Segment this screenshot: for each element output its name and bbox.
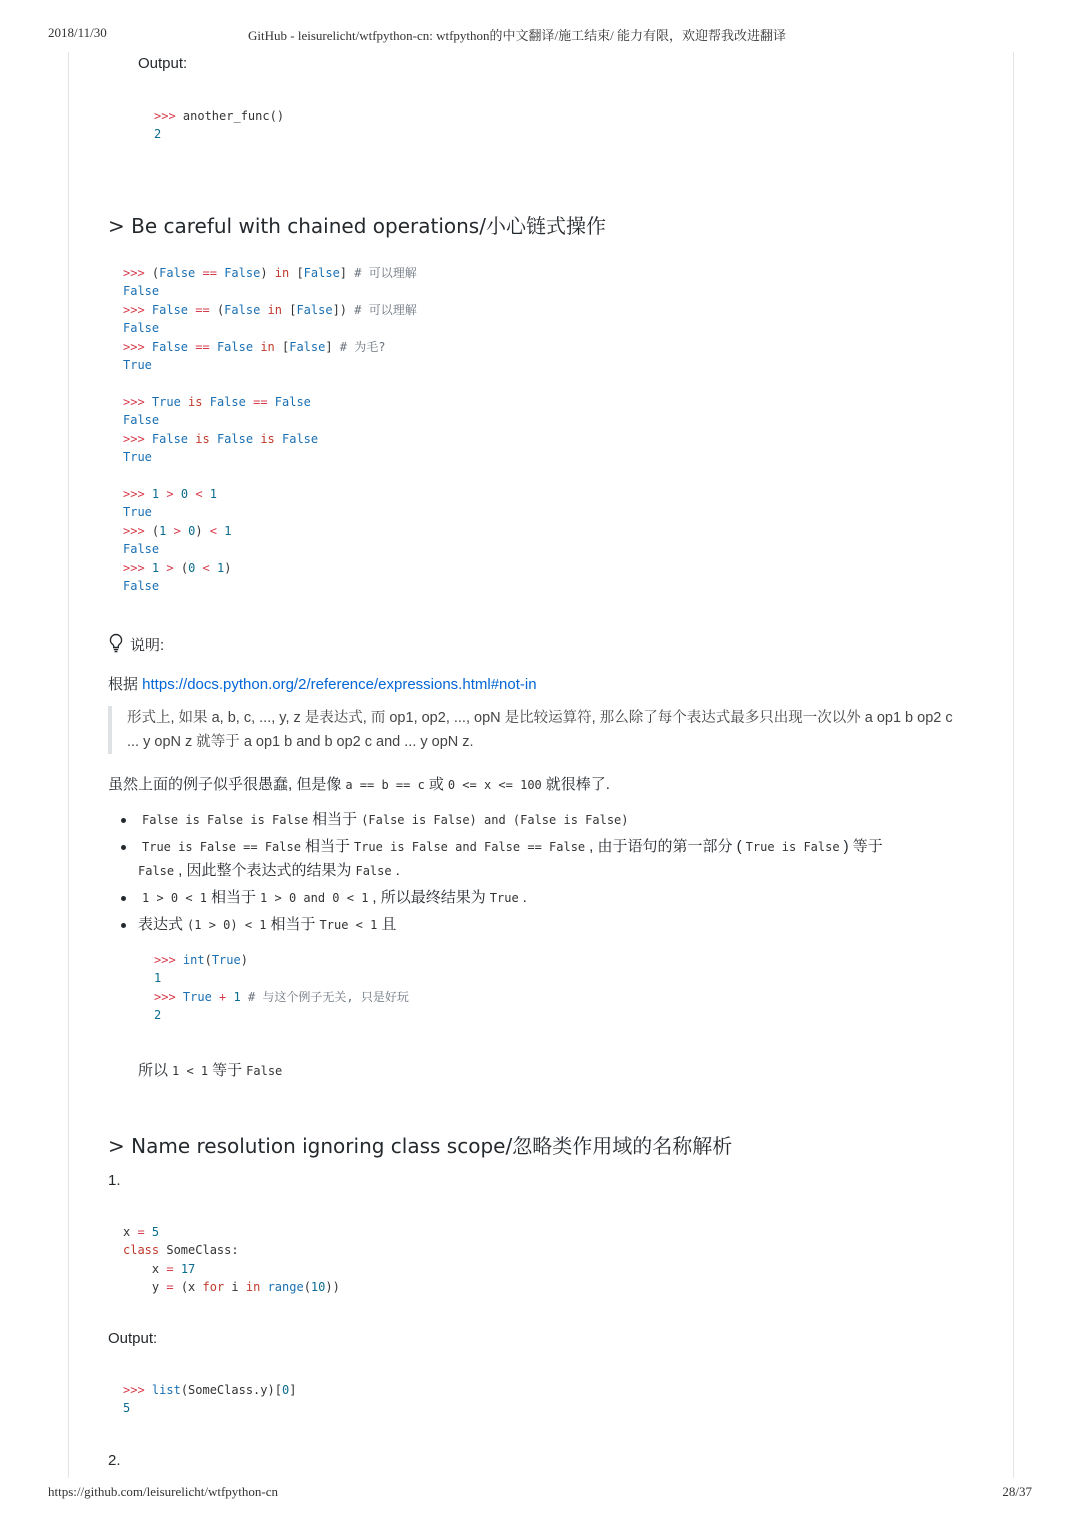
print-url: https://github.com/leisurelicht/wtfpython-cn <box>48 1484 278 1499</box>
code-block-int-true: >>> int(True) 1 >>> True + 1 # 与这个例子无关, 只是好玩 2 <box>154 953 409 1023</box>
list-item: False is False is False 相当于 (False is False) and (False is False) <box>108 808 948 832</box>
lightbulb-icon <box>108 633 124 653</box>
inline-code: a == b == c <box>345 778 425 792</box>
note-line: 虽然上面的例子似乎很愚蠢, 但是像 a == b == c 或 0 <= x <= 100 就很棒了. <box>108 776 610 793</box>
explanation-label: 说明: <box>130 637 165 654</box>
code-block-output-top: >>> another_func() 2 <box>154 109 285 142</box>
print-footer <box>0 1484 1080 1514</box>
explanation-list <box>108 808 948 940</box>
code-block-list-someclass: >>> list(SomeClass.y)[0] 5 <box>123 1383 297 1416</box>
output-label-2: Output: <box>108 1330 158 1347</box>
print-date: 2018/11/30 <box>48 25 107 40</box>
list-item: 1 > 0 < 1 相当于 1 > 0 and 0 < 1 , 所以最终结果为 True . <box>108 886 948 910</box>
code-block-someclass: x = 5 class SomeClass: x = 17 y = (x for i in range(10)) <box>123 1225 340 1295</box>
python-docs-link[interactable]: https://docs.python.org/2/reference/expressions.html#not-in <box>142 676 537 693</box>
section-heading-chained-operations: > Be careful with chained operations/小心链式操作 <box>108 214 606 238</box>
code-block-chained: >>> (False == False) in [False] # 可以理解 False >>> False == (False in [False]) # 可以理解 False >>> False == False in [False] # 为毛? True >>> True is False == False False >>> False is False is False True >>> 1 > 0 < 1 True >>> (1 > 0) < 1 False >>> 1 > (0 < 1) False <box>123 266 417 593</box>
section-heading-name-resolution: > Name resolution ignoring class scope/忽略类作用域的名称解析 <box>108 1134 733 1158</box>
reference-prefix: 根据 <box>108 676 143 693</box>
output-label: Output: <box>138 55 188 72</box>
reference-line <box>108 673 537 694</box>
conclusion-line: 所以 1 < 1 等于 False <box>138 1062 283 1079</box>
inline-code: 0 <= x <= 100 <box>447 778 542 792</box>
list-number-1: 1. <box>108 1172 121 1189</box>
print-header <box>0 25 1080 55</box>
list-number-2: 2. <box>108 1452 121 1469</box>
print-title: GitHub - leisurelicht/wtfpython-cn: wtfpython的中文翻译/施工结束/ 能力有限，欢迎帮我改进翻译 <box>248 28 787 43</box>
list-item: True is False == False 相当于 True is False and False == False , 由于语句的第一部分 ( True is False ) 等于 False , 因此整个表达式的结果为 False . <box>108 835 948 883</box>
list-item: 表达式 (1 > 0) < 1 相当于 True < 1 且 <box>108 913 948 937</box>
spec-blockquote: 形式上, 如果 a, b, c, ..., y, z 是表达式, 而 op1, op2, ..., opN 是比较运算符, 那么除了每个表达式最多只出现一次以外 a op1 b op2 c ... y opN z 就等于 a op1 b and b op2 c and ... y opN z. <box>108 706 957 754</box>
page-number: 28/37 <box>1002 1484 1032 1499</box>
